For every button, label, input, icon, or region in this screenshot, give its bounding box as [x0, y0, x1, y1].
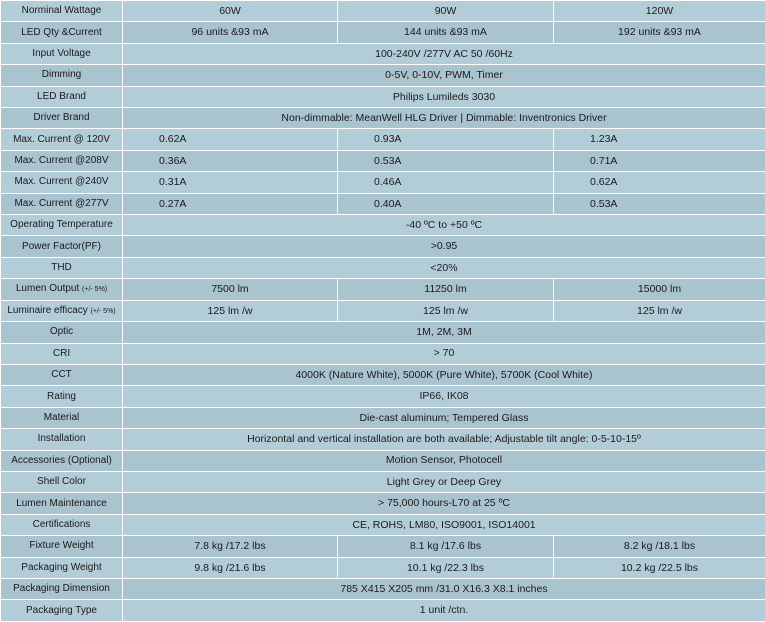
row-label-text: Operating Temperature [10, 219, 113, 231]
row-label-text: Max. Current @277V [14, 197, 109, 209]
row-label-text: Packaging Type [26, 604, 97, 616]
row-value: 785 X415 X205 mm /31.0 X16.3 X8.1 inches [123, 578, 765, 599]
row-label [1, 215, 123, 236]
row-label [1, 257, 123, 278]
row-value: 120W [554, 1, 765, 22]
row-value: 11250 lm [338, 279, 554, 300]
row-value: >0.95 [123, 236, 765, 257]
row-label-text: Input Voltage [32, 48, 91, 60]
row-label-text: Max. Current @ 120V [13, 133, 110, 145]
row-label [1, 22, 123, 43]
row-value: 0.31A [123, 172, 338, 193]
row-label [1, 493, 123, 514]
row-label-text: Optic [49, 326, 74, 338]
row-label [1, 578, 123, 599]
table-row [1, 1, 765, 22]
spec-table-body [1, 1, 765, 622]
row-value: 0.53A [338, 150, 554, 171]
row-label-text: Packaging Dimension [13, 583, 110, 595]
table-row [1, 300, 765, 321]
row-value: 15000 lm [554, 279, 765, 300]
row-value: Die-cast aluminum; Tempered Glass [123, 407, 765, 428]
row-label [1, 557, 123, 578]
row-label [1, 43, 123, 64]
table-row [1, 471, 765, 492]
row-label-text: Packaging Weight [21, 561, 102, 573]
row-label-text: Fixture Weight [29, 540, 94, 552]
table-row [1, 407, 765, 428]
row-value: 8.1 kg /17.6 lbs [338, 536, 554, 557]
row-value: IP66, IK08 [123, 386, 765, 407]
row-value: 10.1 kg /22.3 lbs [338, 557, 554, 578]
table-row [1, 386, 765, 407]
row-label-text: Max. Current @240V [14, 176, 109, 188]
row-label [1, 279, 123, 300]
table-row [1, 578, 765, 599]
row-value: 192 units &93 mA [554, 22, 765, 43]
row-value: 1.23A [554, 129, 765, 150]
row-value: 96 units &93 mA [123, 22, 338, 43]
row-value: 0.71A [554, 150, 765, 171]
table-row [1, 343, 765, 364]
row-value: 4000K (Nature White), 5000K (Pure White), 5700K (Cool White) [123, 364, 765, 385]
row-value: <20% [123, 257, 765, 278]
row-label [1, 108, 123, 129]
row-label [1, 300, 123, 321]
row-label [1, 193, 123, 214]
row-label-tolerance: (+/- 5%) [82, 286, 108, 294]
row-value: 0.62A [123, 129, 338, 150]
row-value: 0-5V, 0-10V, PWM, Timer [123, 65, 765, 86]
row-value: Horizontal and vertical installation are both available; Adjustable tilt angle: 0-5-10-15º [123, 429, 765, 450]
row-label [1, 1, 123, 22]
row-value: 0.36A [123, 150, 338, 171]
row-value: 144 units &93 mA [338, 22, 554, 43]
row-value: > 75,000 hours-L70 at 25 ºC [123, 493, 765, 514]
row-value: 125 lm /w [123, 300, 338, 321]
row-value: 1M, 2M, 3M [123, 322, 765, 343]
row-label-text: Luminaire efficacy [7, 304, 88, 316]
row-label-text: Accessories (Optional) [11, 454, 112, 466]
row-label-text: Power Factor(PF) [22, 240, 101, 252]
row-value: -40 ºC to +50 ºC [123, 215, 765, 236]
row-value: CE, ROHS, LM80, ISO9001, ISO14001 [123, 514, 765, 535]
row-label [1, 429, 123, 450]
row-label-text: THD [51, 262, 72, 274]
row-value: 60W [123, 1, 338, 22]
row-label [1, 600, 123, 622]
row-value: 90W [338, 1, 554, 22]
row-label-text: CCT [51, 369, 72, 381]
row-value: Non-dimmable: MeanWell HLG Driver | Dimmable: Inventronics Driver [123, 108, 765, 129]
row-value: 1 unit /ctn. [123, 600, 765, 622]
row-value: 100-240V /277V AC 50 /60Hz [123, 43, 765, 64]
row-value: 9.8 kg /21.6 lbs [123, 557, 338, 578]
row-label [1, 322, 123, 343]
row-label [1, 65, 123, 86]
row-label [1, 364, 123, 385]
row-value: 0.27A [123, 193, 338, 214]
table-row [1, 493, 765, 514]
row-label-text: Rating [47, 390, 76, 402]
row-value: 0.46A [338, 172, 554, 193]
table-row [1, 86, 765, 107]
row-value: 7500 lm [123, 279, 338, 300]
table-row [1, 150, 765, 171]
row-label [1, 343, 123, 364]
table-row [1, 536, 765, 557]
table-row [1, 43, 765, 64]
table-row [1, 108, 765, 129]
table-row [1, 364, 765, 385]
row-label [1, 407, 123, 428]
row-value: 7.8 kg /17.2 lbs [123, 536, 338, 557]
table-row [1, 450, 765, 471]
row-label [1, 471, 123, 492]
table-row [1, 600, 765, 622]
table-row [1, 236, 765, 257]
row-value: 0.93A [338, 129, 554, 150]
row-label-text: Installation [37, 433, 86, 445]
row-value: 8.2 kg /18.1 lbs [554, 536, 765, 557]
table-row [1, 257, 765, 278]
table-row [1, 129, 765, 150]
row-value: 0.40A [338, 193, 554, 214]
table-row [1, 514, 765, 535]
row-value: Motion Sensor, Photocell [123, 450, 765, 471]
row-value: 10.2 kg /22.5 lbs [554, 557, 765, 578]
row-value: 125 lm /w [338, 300, 554, 321]
row-label-text: Max. Current @208V [14, 155, 109, 167]
row-value: Philips Lumileds 3030 [123, 86, 765, 107]
row-label-text: Norminal Wattage [21, 5, 102, 17]
row-value: 125 lm /w [554, 300, 765, 321]
table-row [1, 172, 765, 193]
table-row [1, 429, 765, 450]
row-label-text: Certifications [32, 518, 91, 530]
row-label [1, 236, 123, 257]
table-row [1, 22, 765, 43]
row-label-text: LED Brand [37, 90, 86, 102]
row-label [1, 172, 123, 193]
row-value: 0.53A [554, 193, 765, 214]
row-label-text: Lumen Output [15, 283, 80, 295]
row-label [1, 129, 123, 150]
row-label-text: Driver Brand [33, 112, 90, 124]
row-label [1, 536, 123, 557]
row-value: > 70 [123, 343, 765, 364]
table-row [1, 322, 765, 343]
row-label [1, 450, 123, 471]
row-label-text: Material [43, 411, 80, 423]
table-row [1, 557, 765, 578]
row-label [1, 150, 123, 171]
row-label [1, 86, 123, 107]
row-label-tolerance: (+/- 5%) [90, 307, 116, 315]
row-label-text: Lumen Maintenance [16, 497, 107, 509]
row-value: Light Grey or Deep Grey [123, 471, 765, 492]
table-row [1, 193, 765, 214]
row-label-text: LED Qty &Current [21, 26, 102, 38]
row-value: 0.62A [554, 172, 765, 193]
table-row [1, 279, 765, 300]
table-row [1, 215, 765, 236]
row-label [1, 514, 123, 535]
row-label-text: Shell Color [37, 476, 86, 488]
row-label-text: Dimming [41, 69, 82, 81]
row-label-text: CRI [52, 347, 71, 359]
table-row [1, 65, 765, 86]
row-label [1, 386, 123, 407]
